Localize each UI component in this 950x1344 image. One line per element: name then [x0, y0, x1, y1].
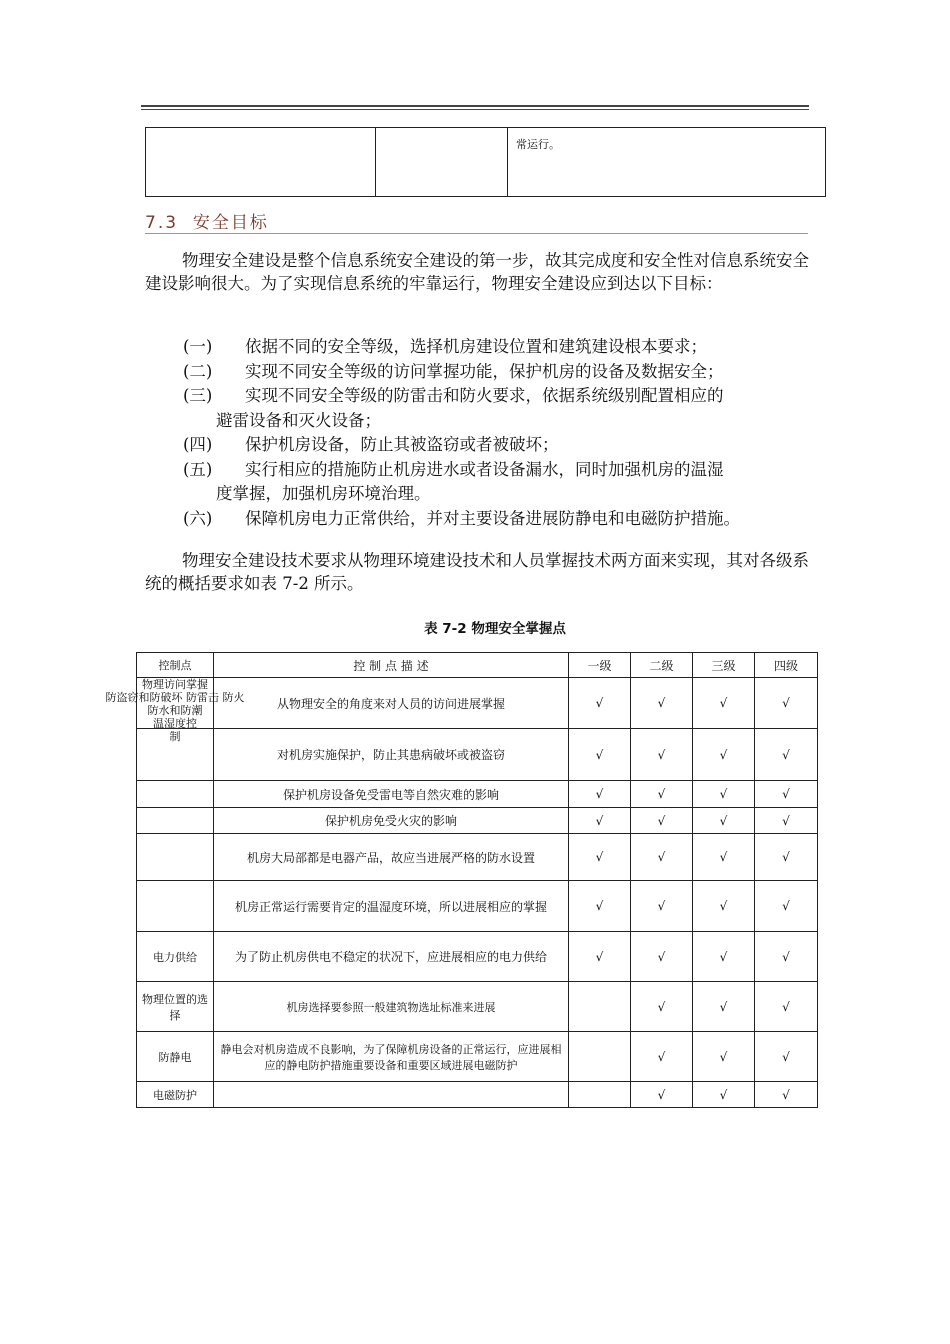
level-check-cell: √	[569, 729, 631, 781]
continued-cell-1	[146, 128, 376, 197]
level-check-cell: √	[631, 781, 693, 808]
label-line: 防水和防潮	[147, 704, 203, 717]
level-check-cell: √	[569, 932, 631, 982]
intro-paragraph: 物理安全建设是整个信息系统安全建设的第一步，故其完成度和安全性对信息系统安全建设影响很大。为了实现信息系统的牢靠运行，物理安全建设应到达以下目标：	[145, 251, 809, 293]
table-row	[137, 808, 818, 834]
level-check-cell: √	[693, 781, 755, 808]
level-check-cell: √	[755, 781, 818, 808]
table-header-row	[137, 653, 818, 678]
goal-number: (一)	[183, 337, 213, 356]
control-point-cell: 电力供给	[137, 932, 214, 982]
goal-item	[183, 458, 823, 483]
level-check-cell: √	[755, 1082, 818, 1108]
description-cell: 保护机房设备免受雷电等自然灾难的影响	[214, 781, 569, 808]
section-heading	[145, 208, 269, 233]
level-check-cell: √	[569, 781, 631, 808]
goal-number: (五)	[183, 459, 213, 479]
goal-text: 实现不同安全等级的访问掌握功能，保护机房的设备及数据安全；	[245, 361, 724, 381]
goal-number: (六)	[183, 508, 213, 528]
control-point-cell	[137, 781, 214, 808]
goal-item	[183, 360, 823, 385]
level-check-cell: √	[631, 1032, 693, 1082]
description-cell: 保护机房免受火灾的影响	[214, 808, 569, 834]
goals-list	[183, 335, 823, 531]
level-check-cell: √	[693, 729, 755, 781]
goal-continuation-text: 度掌握，加强机房环境治理。	[216, 484, 431, 503]
level-check-cell: √	[631, 932, 693, 982]
continued-cell-2	[376, 128, 508, 197]
goal-continuation-text: 避雷设备和灭火设备；	[216, 410, 381, 430]
table-row	[137, 1082, 818, 1108]
level-check-cell: √	[631, 729, 693, 781]
goal-text: 保护机房设备，防止其被盗窃或者被破坏；	[245, 435, 559, 454]
summary-paragraph: 物理安全建设技术要求从物理环境建设技术和人员掌握技术两方面来实现，其对各级系统的概括要求如表 7-2 所示。	[145, 551, 809, 593]
goal-text: 保障机房电力正常供给，并对主要设备进展防静电和电磁防护措施。	[245, 508, 740, 528]
level-check-cell: √	[755, 881, 818, 932]
header-rule	[141, 105, 809, 107]
level-check-cell: √	[569, 678, 631, 729]
level-check-cell: √	[755, 982, 818, 1032]
level-check-cell	[569, 1032, 631, 1082]
level-check-cell: √	[693, 678, 755, 729]
goal-item	[183, 335, 823, 360]
control-point-cell	[137, 834, 214, 881]
level-check-cell: √	[631, 1082, 693, 1108]
header-cell: 三级	[693, 653, 755, 678]
label-line: 制	[169, 730, 181, 743]
level-check-cell	[569, 982, 631, 1032]
goal-text: 实行相应的措施防止机房进水或者设备漏水，同时加强机房的温湿	[245, 459, 724, 479]
goal-item	[183, 433, 823, 458]
table-row	[137, 1032, 818, 1082]
header-rule-thin	[141, 109, 809, 110]
table-row	[137, 834, 818, 881]
physical-access-control-label	[100, 678, 250, 743]
goal-number: (四)	[183, 435, 213, 454]
control-point-cell	[137, 881, 214, 932]
table-row	[137, 982, 818, 1032]
header-cell: 控制点	[137, 653, 214, 678]
label-line: 温湿度控	[153, 717, 197, 730]
level-check-cell: √	[755, 729, 818, 781]
control-point-cell	[137, 808, 214, 834]
level-check-cell	[569, 1082, 631, 1108]
level-check-cell: √	[569, 808, 631, 834]
level-check-cell: √	[755, 834, 818, 881]
control-point-cell: 物理位置的选择	[137, 982, 214, 1032]
level-check-cell: √	[693, 1032, 755, 1082]
label-line: 防盗窃和防破坏 防雷击 防火	[105, 691, 245, 704]
goal-item	[183, 384, 823, 409]
table-row	[137, 881, 818, 932]
description-cell: 机房选择要参照一般建筑物选址标准来进展	[214, 982, 569, 1032]
section-underline	[145, 233, 808, 234]
header-cell: 四级	[755, 653, 818, 678]
level-check-cell: √	[631, 834, 693, 881]
goal-text: 依据不同的安全等级，选择机房建设位置和建筑建设根本要求；	[245, 337, 707, 356]
description-cell: 为了防止机房供电不稳定的状况下，应进展相应的电力供给	[214, 932, 569, 982]
control-point-cell: 防静电	[137, 1032, 214, 1082]
level-check-cell: √	[693, 881, 755, 932]
level-check-cell: √	[693, 808, 755, 834]
table-caption: 表 7-2 物理安全掌握点	[424, 621, 566, 637]
level-check-cell: √	[693, 932, 755, 982]
level-check-cell: √	[631, 982, 693, 1032]
section-number: 7.3	[145, 213, 179, 233]
level-check-cell: √	[569, 881, 631, 932]
header-cell: 一级	[569, 653, 631, 678]
level-check-cell: √	[693, 1082, 755, 1108]
goal-continuation	[183, 409, 823, 434]
goal-item	[183, 507, 823, 532]
table-row	[137, 781, 818, 808]
level-check-cell: √	[693, 834, 755, 881]
level-check-cell: √	[631, 881, 693, 932]
level-check-cell: √	[755, 678, 818, 729]
continued-cell-3: 常运行。	[508, 128, 826, 197]
level-check-cell: √	[755, 808, 818, 834]
level-check-cell: √	[755, 932, 818, 982]
description-cell: 对机房实施保护，防止其患病破坏或被盗窃	[214, 729, 569, 781]
header-cell: 二级	[631, 653, 693, 678]
description-cell	[214, 1082, 569, 1108]
goal-text: 实现不同安全等级的防雷击和防火要求，依据系统级别配置相应的	[245, 386, 724, 405]
goal-number: (三)	[183, 386, 213, 405]
header-cell: 控 制 点 描 述	[214, 653, 569, 678]
description-cell: 机房正常运行需要肯定的温湿度环境，所以进展相应的掌握	[214, 881, 569, 932]
table-row	[137, 932, 818, 982]
level-check-cell: √	[569, 834, 631, 881]
description-cell: 从物理安全的角度来对人员的访问进展掌握	[214, 678, 569, 729]
goal-continuation	[183, 482, 823, 507]
label-line: 物理访问掌握	[142, 678, 208, 691]
level-check-cell: √	[631, 808, 693, 834]
control-point-cell: 电磁防护	[137, 1082, 214, 1108]
level-check-cell: √	[693, 982, 755, 1032]
description-cell: 机房大局部都是电器产品，故应当进展严格的防水设置	[214, 834, 569, 881]
goal-number: (二)	[183, 361, 213, 381]
section-title: 安全目标	[192, 213, 269, 233]
level-check-cell: √	[631, 678, 693, 729]
description-cell: 静电会对机房造成不良影响，为了保障机房设备的正常运行，应进展相应的静电防护措施重要设备和重要区域进展电磁防护	[214, 1032, 569, 1082]
level-check-cell: √	[755, 1032, 818, 1082]
continued-table	[145, 127, 826, 197]
